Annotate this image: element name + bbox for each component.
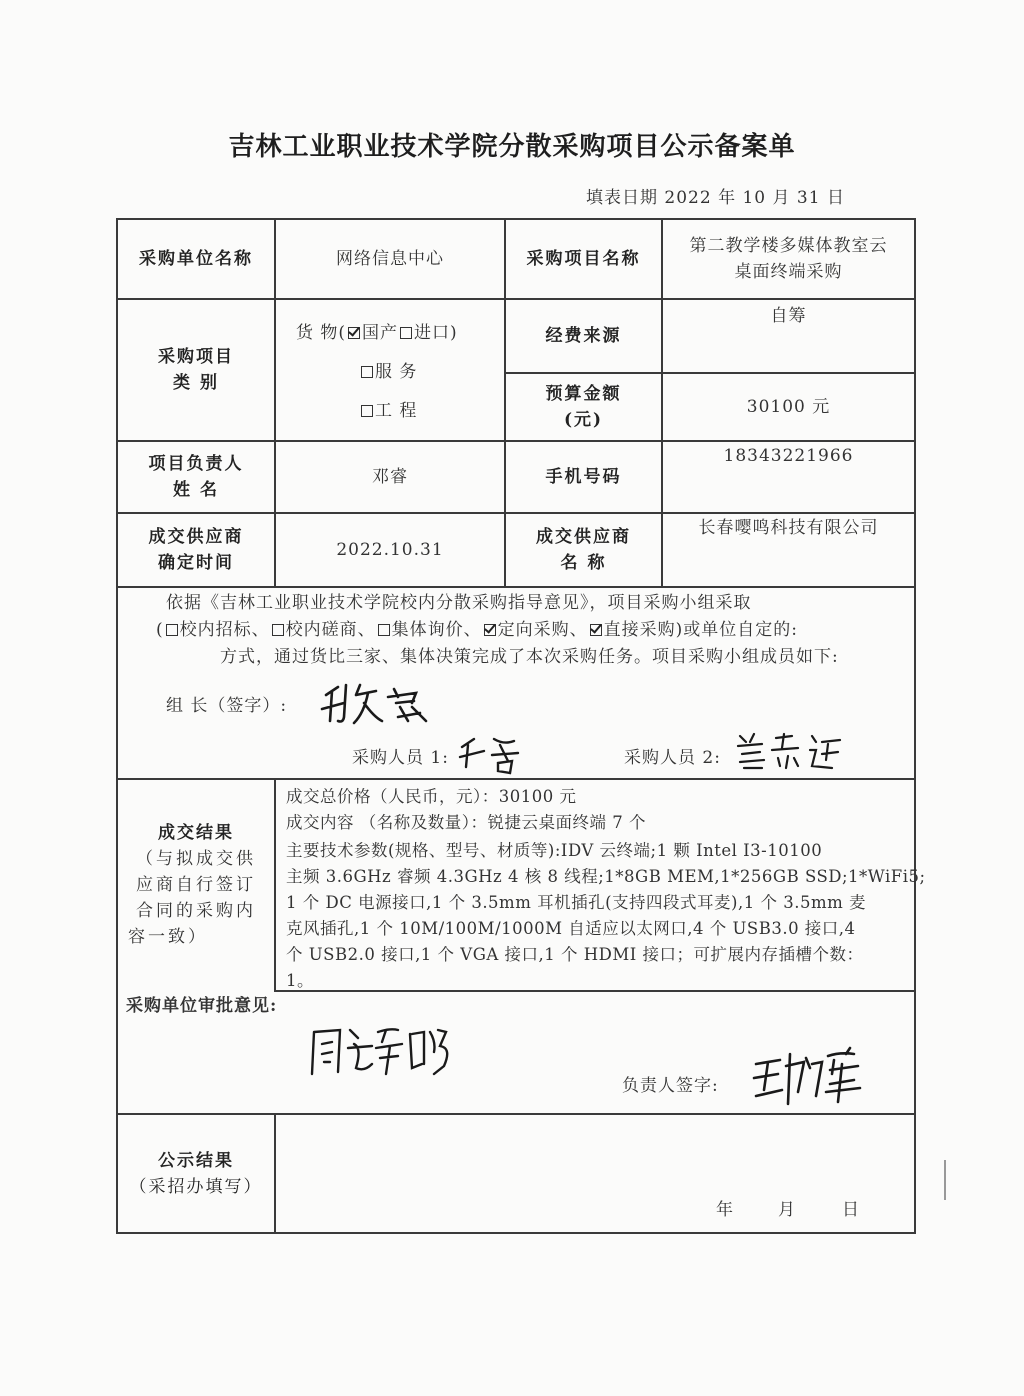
project-leader-value: 邓睿 [372, 467, 408, 487]
approval-signature [306, 1018, 466, 1088]
method-options: ( 校内招标、 校内磋商、 集体询价、 定向采购、 直接采购)或单位自定的: [156, 620, 799, 640]
result-note-line2: 应商自行签订 [136, 875, 256, 895]
approval-label: 采购单位审批意见: [126, 996, 278, 1016]
supplier-name-value: 长春嘤鸣科技有限公司 [698, 518, 879, 538]
project-name-line1: 第二教学楼多媒体教室云 [689, 236, 888, 256]
total-price: 成交总价格（人民币，元）：30100 元 [286, 787, 577, 806]
supplier-label-line2: 名 称 [560, 553, 607, 573]
category-service-option [359, 357, 417, 382]
leader-label-line2: 姓 名 [173, 480, 219, 500]
buyer2-label: 采购人员 2: [624, 748, 721, 768]
funding-source-label: 经费来源 [545, 326, 622, 346]
direct-purchase-checkbox[interactable] [590, 624, 602, 636]
result-note-line3: 合同的采购内 [136, 901, 256, 921]
publicity-label [118, 1115, 274, 1233]
leader-label-line1: 项目负责人 [148, 454, 244, 474]
purchasing-unit-value: 网络信息中心 [336, 249, 444, 269]
supplier-time-value: 2022.10.31 [336, 540, 444, 560]
group-inquiry-checkbox[interactable] [378, 624, 390, 636]
group-leader-signature [316, 673, 446, 733]
spec-line: 主要技术参数(规格、型号、材质等):IDV 云终端;1 颗 Intel I3-10100 [286, 841, 823, 860]
campus-tender-checkbox[interactable] [166, 624, 178, 636]
spec-line: 主频 3.6GHz 睿频 4.3GHz 4 核 8 线程;1*8GB MEM,1*256GB SSD;1*WiFi5; [286, 867, 926, 886]
publicity-month: 月 [778, 1200, 796, 1220]
goods-label: 货 物( [296, 323, 347, 343]
budget-value: 30100 元 [746, 397, 831, 417]
purchasing-unit-label: 采购单位名称 [139, 249, 253, 269]
spec-line: 个 USB2.0 接口,1 个 VGA 接口,1 个 HDMI 接口；可扩展内存插槽个数： [286, 945, 864, 964]
directed-purchase-checkbox[interactable] [484, 624, 496, 636]
scan-edge-mark [944, 1160, 946, 1200]
phone-label: 手机号码 [545, 467, 622, 487]
result-note-line4: 容一致） [128, 927, 208, 947]
project-name-value [663, 220, 914, 298]
supplier-label-line1: 成交供应商 [536, 527, 631, 547]
result-note-line1: （与拟成交供 [136, 849, 256, 869]
supplier-time-label [118, 514, 274, 586]
buyer2-signature [732, 728, 848, 774]
spec-line: 1。 [286, 971, 314, 990]
category-label-line2: 类 别 [173, 373, 219, 393]
publicity-label-line2: （采招办填写） [129, 1177, 263, 1197]
signer-signature [750, 1044, 880, 1114]
project-name-label: 采购项目名称 [526, 249, 641, 269]
engineering-checkbox[interactable] [361, 405, 373, 417]
project-name-line2: 桌面终端采购 [734, 262, 843, 282]
group-leader-label: 组 长（签字）: [166, 696, 288, 716]
budget-label [506, 374, 661, 440]
funding-source-value: 自筹 [770, 306, 807, 326]
buyer1-label: 采购人员 1: [352, 748, 449, 768]
signer-label: 负责人签字: [622, 1076, 719, 1096]
record-form [116, 218, 926, 1234]
result-label: 成交结果 [158, 823, 234, 843]
category-goods-option [296, 318, 458, 343]
project-leader-label [118, 442, 274, 512]
domestic-checkbox[interactable] [348, 327, 360, 339]
buyer1-signature [456, 731, 536, 777]
publicity-day: 日 [842, 1200, 860, 1220]
method-line1: 依据《吉林工业职业技术学院校内分散采购指导意见》，项目采购小组采取 [166, 593, 752, 613]
campus-negotiation-checkbox[interactable] [272, 624, 284, 636]
service-label: 服 务 [375, 362, 418, 382]
time-label-line2: 确定时间 [158, 553, 234, 573]
spec-line: 克风插孔,1 个 10M/100M/1000M 自适应以太网口,4 个 USB3.0 接口,4 [286, 919, 856, 938]
result-label-cell [118, 780, 274, 990]
category-label-line1: 采购项目 [158, 347, 234, 367]
publicity-year: 年 [716, 1200, 734, 1220]
project-category-label [118, 300, 274, 440]
import-label: 进口) [414, 323, 458, 343]
category-engineering-option [359, 396, 417, 421]
publicity-label-line1: 公示结果 [158, 1151, 234, 1171]
service-checkbox[interactable] [361, 366, 373, 378]
fill-date: 填表日期 2022 年 10 月 31 日 [586, 188, 845, 208]
budget-label-line2: (元) [563, 410, 604, 430]
time-label-line1: 成交供应商 [148, 527, 244, 547]
engineering-label: 工 程 [375, 401, 418, 421]
budget-label-line1: 预算金额 [545, 384, 622, 404]
domestic-label: 国产 [362, 323, 399, 343]
supplier-name-label [506, 514, 661, 586]
phone-value: 18343221966 [723, 446, 854, 466]
deal-content: 成交内容 （名称及数量）：锐捷云桌面终端 7 个 [286, 813, 646, 832]
form-title: 吉林工业职业技术学院分散采购项目公示备案单 [228, 132, 796, 162]
spec-line: 1 个 DC 电源接口,1 个 3.5mm 耳机插孔(支持四段式耳麦),1 个 3.5mm 麦 [286, 893, 866, 912]
import-checkbox[interactable] [400, 327, 412, 339]
method-line3: 方式，通过货比三家、集体决策完成了本次采购任务。项目采购小组成员如下: [220, 647, 839, 667]
